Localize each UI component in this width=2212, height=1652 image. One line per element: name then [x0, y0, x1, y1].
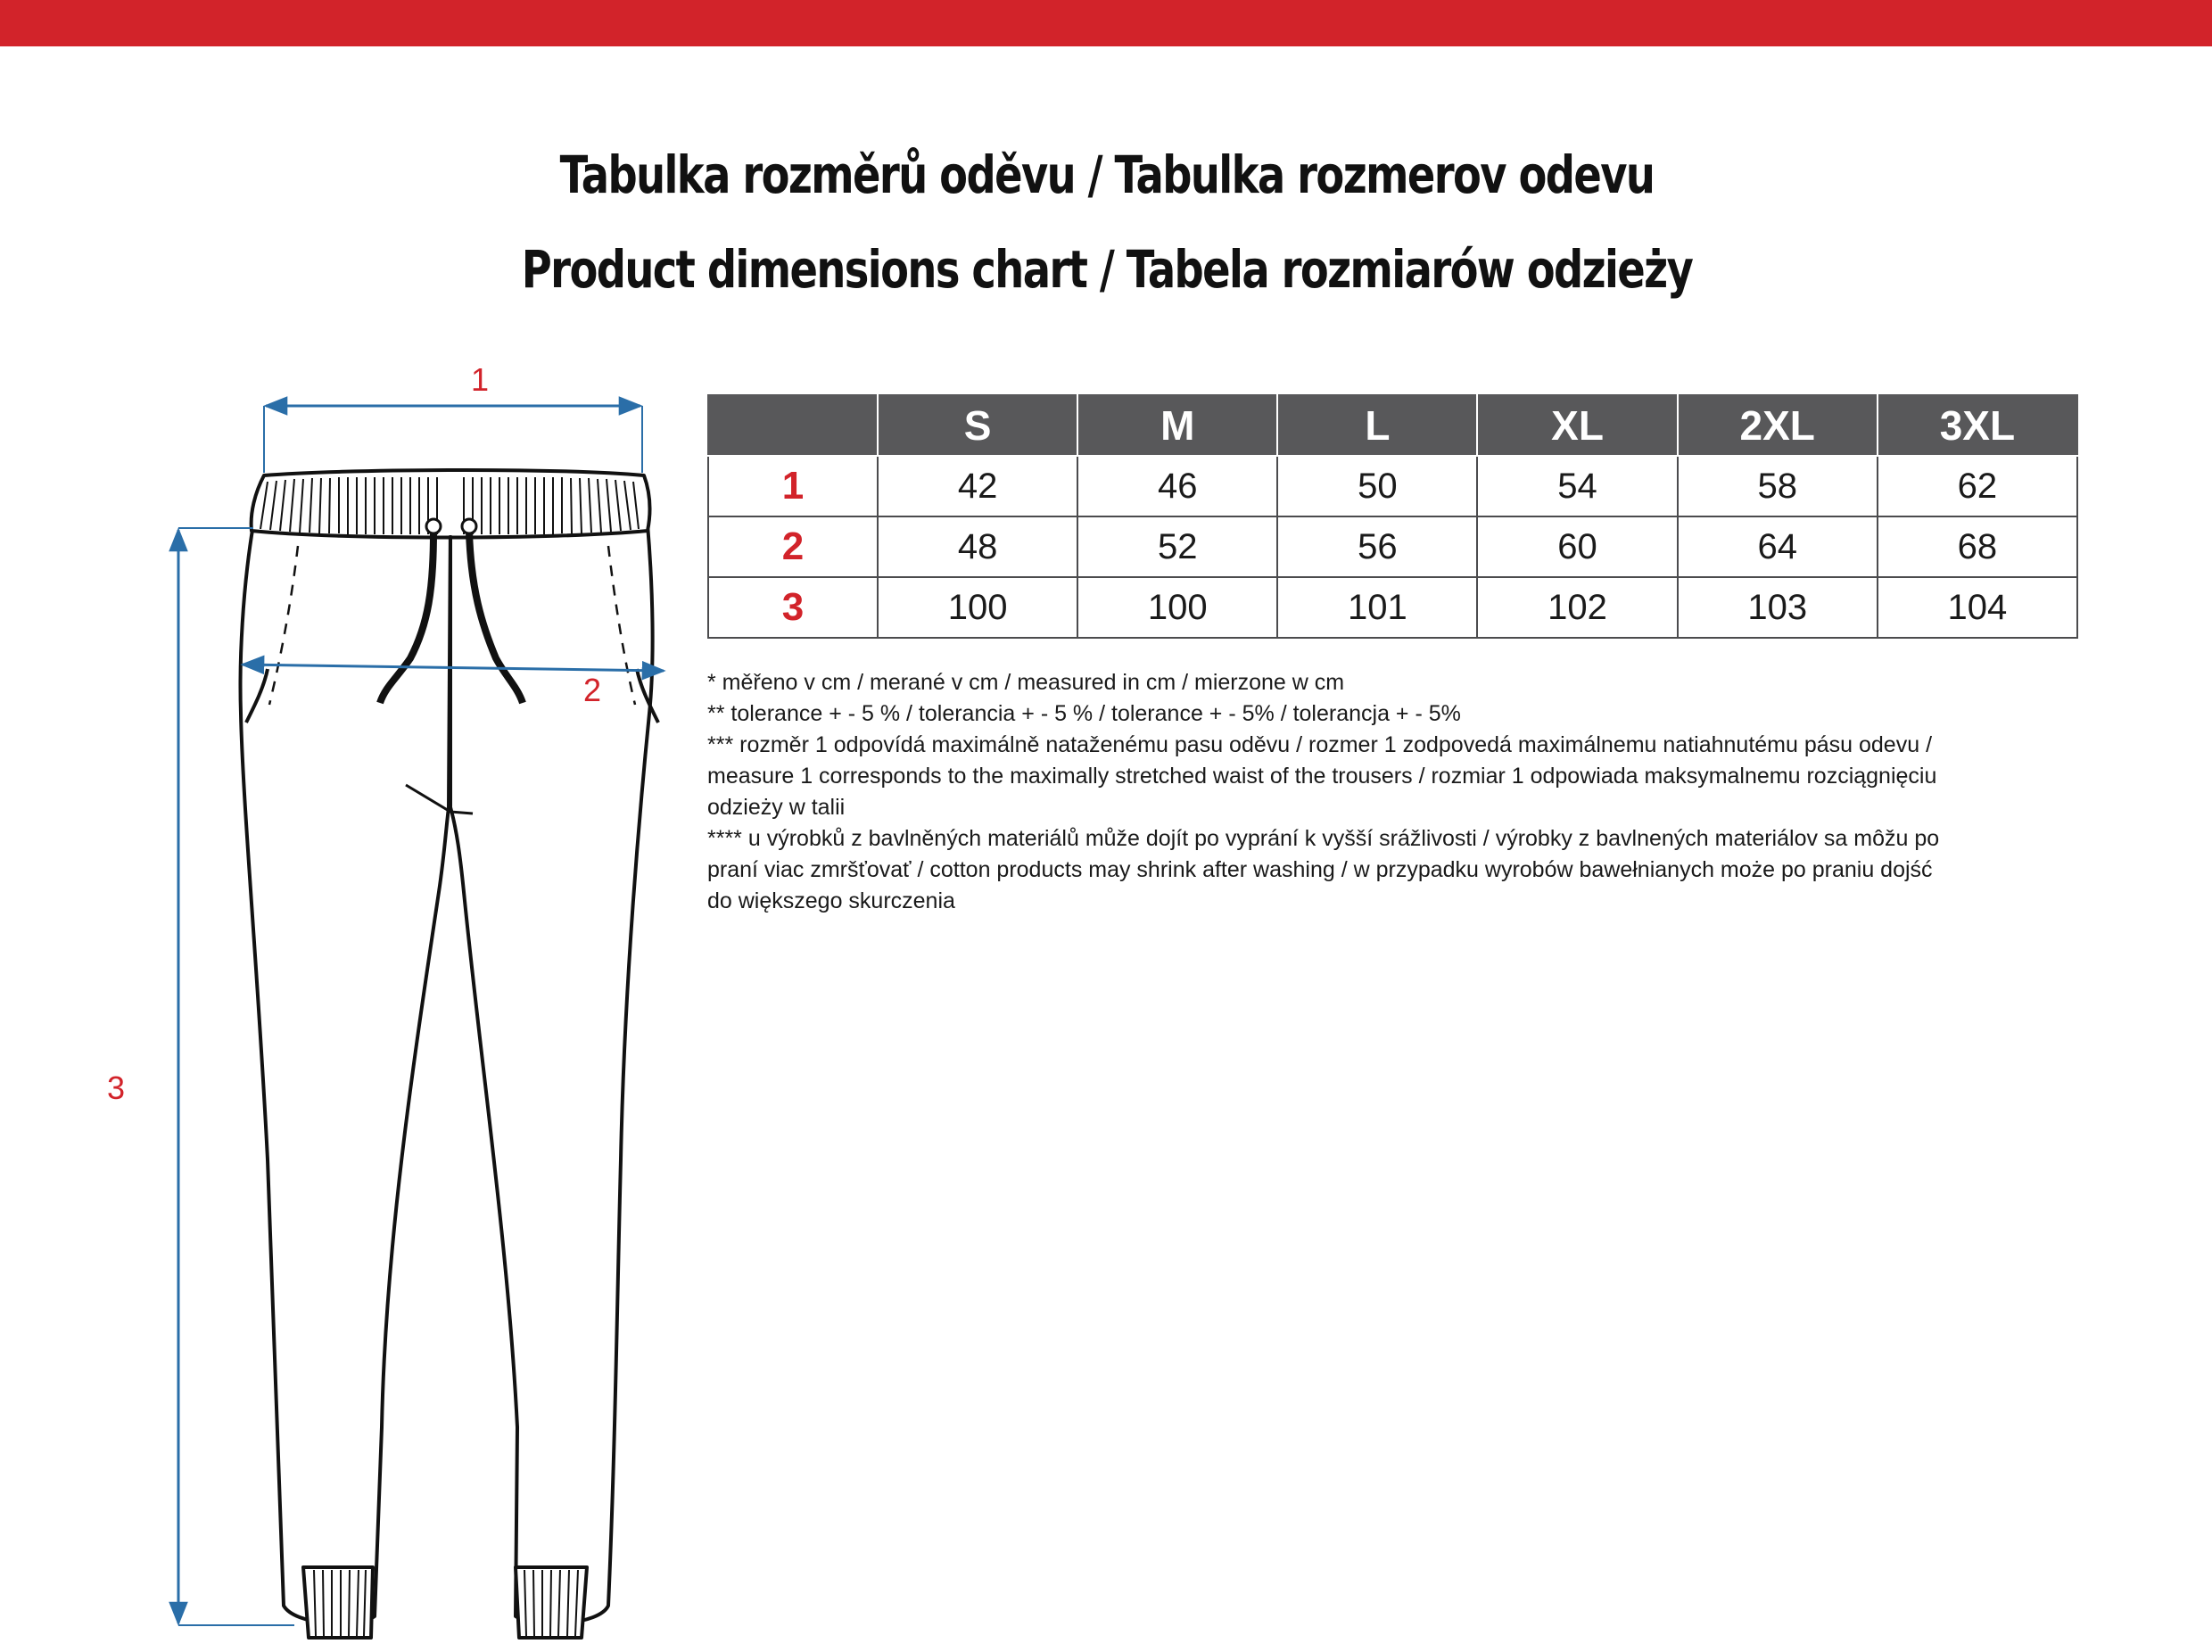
- table-row: [708, 456, 2077, 516]
- table-cell: 103: [1678, 577, 1878, 638]
- note-line: *** rozměr 1 odpovídá maximálně nataženému pasu oděvu / rozmer 1 zodpovedá maximálnemu natiahnutému pásu odevu /: [707, 732, 1933, 757]
- table-row: [708, 577, 2077, 638]
- row-label: 2: [708, 516, 878, 577]
- table-row: [708, 516, 2077, 577]
- table-cell: 104: [1878, 577, 2077, 638]
- table-cell: 64: [1678, 516, 1878, 577]
- measure-1-label: 1: [470, 361, 490, 398]
- footnotes: [707, 667, 2090, 917]
- table-cell: 54: [1477, 456, 1677, 516]
- right-leg: [450, 525, 653, 1623]
- note-line: odzieży w talii: [707, 795, 846, 820]
- measure-2-label: 2: [582, 672, 602, 708]
- table-cell: 100: [1077, 577, 1277, 638]
- page-title-line-2: Product dimensions chart / Tabela rozmiarów odzieży: [521, 239, 1693, 300]
- table-cell: 56: [1277, 516, 1477, 577]
- table-cell: 58: [1678, 456, 1878, 516]
- table-cell: 101: [1277, 577, 1477, 638]
- note-line: measure 1 corresponds to the maximally stretched waist of the trousers / rozmiar 1 odpowiada maksymalnemu rozciągnięciu: [707, 764, 1937, 789]
- table-cell: 42: [878, 456, 1077, 516]
- header-size-s: S: [878, 395, 1077, 456]
- table-cell: 52: [1077, 516, 1277, 577]
- note-line: * měřeno v cm / merané v cm / measured in cm / mierzone w cm: [707, 670, 1345, 695]
- header-size-2xl: 2XL: [1678, 395, 1878, 456]
- top-brand-bar: [0, 0, 2212, 46]
- table-cell: 102: [1477, 577, 1677, 638]
- measure-3-label: 3: [106, 1070, 126, 1106]
- corner-cell: [708, 395, 878, 456]
- page-title-line-1: Tabulka rozměrů oděvu / Tabulka rozmerov odevu: [559, 145, 1655, 205]
- header-size-l: L: [1277, 395, 1477, 456]
- header-size-xl: XL: [1477, 395, 1677, 456]
- header-size-m: M: [1077, 395, 1277, 456]
- trousers-outline: [241, 470, 653, 1638]
- note-line: ** tolerance + - 5 % / tolerancia + - 5 % / tolerance + - 5% / tolerancja + - 5%: [707, 701, 1461, 726]
- note-line: do większego skurczenia: [707, 888, 955, 913]
- size-table-header-row: [708, 395, 2077, 456]
- table-cell: 100: [878, 577, 1077, 638]
- table-cell: 62: [1878, 456, 2077, 516]
- row-label: 3: [708, 577, 878, 638]
- table-cell: 50: [1277, 456, 1477, 516]
- note-line: praní viac zmršťovať / cotton products may shrink after washing / w przypadku wyrobów bawełnianych może po praniu dojść: [707, 857, 1933, 882]
- size-table: [707, 394, 2078, 639]
- row-label: 1: [708, 456, 878, 516]
- table-cell: 60: [1477, 516, 1677, 577]
- measure-1-waist: [264, 361, 642, 473]
- table-cell: 68: [1878, 516, 2077, 577]
- table-cell: 48: [878, 516, 1077, 577]
- note-line: **** u výrobků z bavlněných materiálů může dojít po vyprání k vyšší srážlivosti / výrobky z bavlnených materiálov sa môžu po: [707, 826, 1940, 851]
- table-cell: 46: [1077, 456, 1277, 516]
- header-size-3xl: 3XL: [1878, 395, 2077, 456]
- trousers-diagram: [0, 339, 696, 1652]
